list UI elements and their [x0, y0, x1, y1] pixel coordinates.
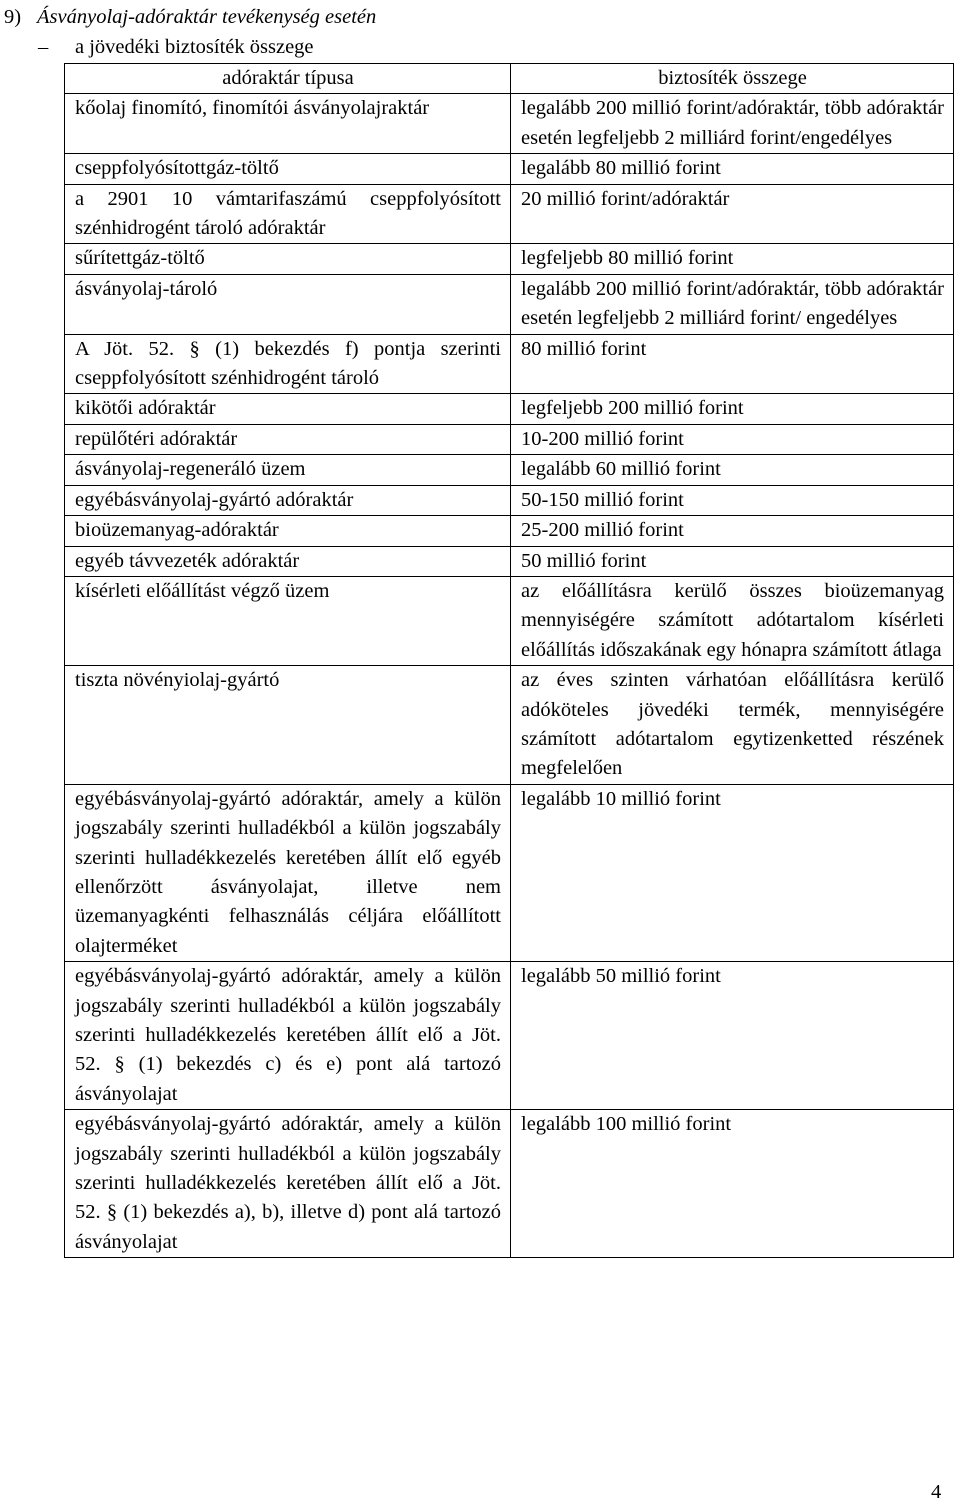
cell-type: tiszta növényiolaj-gyártó	[65, 666, 511, 785]
table-row	[65, 546, 954, 576]
subheading-text: a jövedéki biztosíték összege	[75, 36, 314, 58]
cell-amount: 20 millió forint/adóraktár	[511, 184, 954, 244]
table-row	[65, 274, 954, 334]
cell-type: kőolaj finomító, finomítói ásványolajraktár	[65, 94, 511, 154]
cell-type: ásványolaj-regeneráló üzem	[65, 455, 511, 485]
cell-amount: 80 millió forint	[511, 334, 954, 394]
table-row	[65, 784, 954, 961]
table-row	[65, 962, 954, 1110]
table-row	[65, 394, 954, 424]
table-row	[65, 244, 954, 274]
cell-amount: 50-150 millió forint	[511, 485, 954, 515]
cell-amount: 10-200 millió forint	[511, 424, 954, 454]
table-row	[65, 334, 954, 394]
cell-amount: 50 millió forint	[511, 546, 954, 576]
table-row	[65, 94, 954, 154]
table-header-row	[65, 64, 954, 94]
cell-amount: az éves szinten várhatóan előállításra kerülő adóköteles jövedéki termék, mennyiségére számított adótartalom egytizenketted részének megfelelően	[511, 666, 954, 785]
cell-amount: legalább 50 millió forint	[511, 962, 954, 1110]
cell-amount: legalább 200 millió forint/adóraktár, több adóraktár esetén legfeljebb 2 milliárd forint/ engedélyes	[511, 274, 954, 334]
guarantee-table	[64, 63, 954, 1258]
page-number: 4	[931, 1481, 942, 1503]
table-row	[65, 485, 954, 515]
cell-amount: legfeljebb 80 millió forint	[511, 244, 954, 274]
column-header-type: adóraktár típusa	[65, 64, 511, 94]
cell-type: egyéb távvezeték adóraktár	[65, 546, 511, 576]
cell-amount: legfeljebb 200 millió forint	[511, 394, 954, 424]
section-number: 9)	[4, 6, 22, 28]
table-row	[65, 576, 954, 665]
cell-type: bioüzemanyag-adóraktár	[65, 516, 511, 546]
subheading	[38, 33, 314, 62]
cell-amount: legalább 80 millió forint	[511, 154, 954, 184]
table-row	[65, 154, 954, 184]
dash-bullet: –	[38, 36, 49, 58]
cell-type: a 2901 10 vámtarifaszámú cseppfolyósított szénhidrogént tároló adóraktár	[65, 184, 511, 244]
cell-type: kísérleti előállítást végző üzem	[65, 576, 511, 665]
column-header-amount: biztosíték összege	[511, 64, 954, 94]
cell-type: cseppfolyósítottgáz-töltő	[65, 154, 511, 184]
cell-type: A Jöt. 52. § (1) bekezdés f) pontja szerinti cseppfolyósított szénhidrogént tároló	[65, 334, 511, 394]
section-title: Ásványolaj-adóraktár tevékenység esetén	[37, 6, 377, 28]
cell-type: ásványolaj-tároló	[65, 274, 511, 334]
table-row	[65, 424, 954, 454]
cell-type: egyébásványolaj-gyártó adóraktár	[65, 485, 511, 515]
cell-type: egyébásványolaj-gyártó adóraktár, amely a külön jogszabály szerinti hulladékból a külön jogszabály szerinti hulladékkezelés keretében állít elő egyéb ellenőrzött ásványolajat, illetve nem üzemanyagkénti felhasználás céljára előállított olajterméket	[65, 784, 511, 961]
cell-amount: legalább 200 millió forint/adóraktár, több adóraktár esetén legfeljebb 2 milliárd forint/engedélyes	[511, 94, 954, 154]
table-row	[65, 455, 954, 485]
section-heading	[4, 3, 376, 32]
cell-type: egyébásványolaj-gyártó adóraktár, amely a külön jogszabály szerinti hulladékból a külön jogszabály szerinti hulladékkezelés keretében állít elő a Jöt. 52. § (1) bekezdés a), b), illetve d) pont alá tartozó ásványolajat	[65, 1110, 511, 1258]
cell-type: sűrítettgáz-töltő	[65, 244, 511, 274]
cell-type: repülőtéri adóraktár	[65, 424, 511, 454]
table-row	[65, 516, 954, 546]
table-row	[65, 184, 954, 244]
cell-amount: legalább 10 millió forint	[511, 784, 954, 961]
cell-amount: 25-200 millió forint	[511, 516, 954, 546]
table-row	[65, 1110, 954, 1258]
cell-amount: legalább 60 millió forint	[511, 455, 954, 485]
cell-type: egyébásványolaj-gyártó adóraktár, amely a külön jogszabály szerinti hulladékból a külön jogszabály szerinti hulladékkezelés keretében állít elő a Jöt. 52. § (1) bekezdés c) és e) pont alá tartozó ásványolajat	[65, 962, 511, 1110]
cell-amount: legalább 100 millió forint	[511, 1110, 954, 1258]
cell-amount: az előállításra kerülő összes bioüzemanyag mennyiségére számított adótartalom kísérleti előállítás időszakának egy hónapra számított átlaga	[511, 576, 954, 665]
table-row	[65, 666, 954, 785]
cell-type: kikötői adóraktár	[65, 394, 511, 424]
